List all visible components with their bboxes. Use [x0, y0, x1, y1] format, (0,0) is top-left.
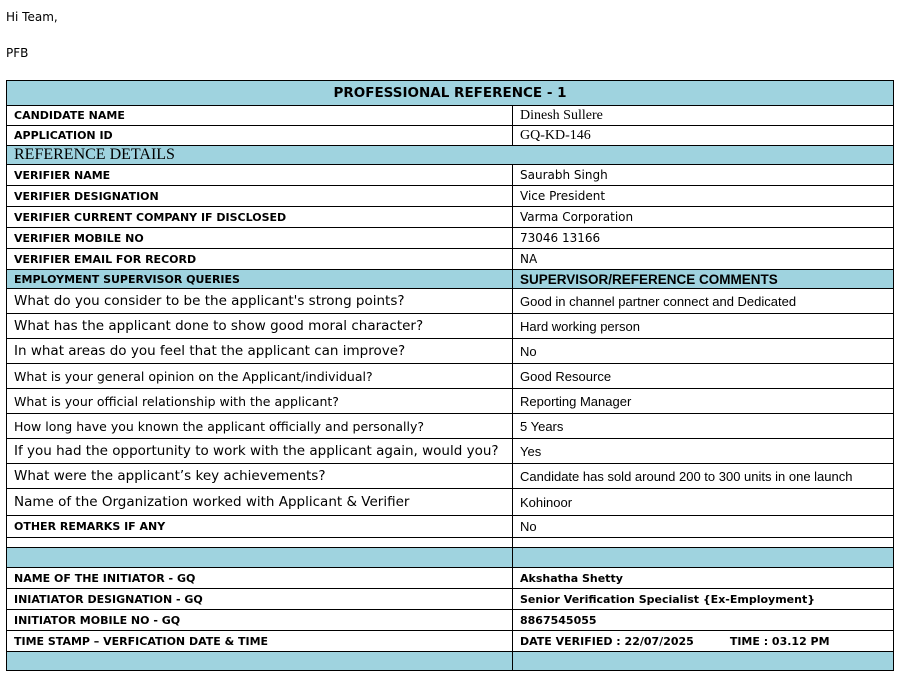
application-id-label: APPLICATION ID — [7, 126, 513, 146]
initiator-designation-label: INIATIATOR DESIGNATION - GQ — [7, 589, 513, 610]
date-verified: DATE VERIFIED : 22/07/2025 — [520, 634, 694, 648]
verifier-name-value: Saurabh Singh — [513, 165, 894, 186]
query-answer: Yes — [513, 439, 894, 464]
professional-reference-table — [6, 80, 894, 671]
query-question: Name of the Organization worked with Applicant & Verifier — [7, 489, 513, 516]
timestamp-label: TIME STAMP – VERFICATION DATE & TIME — [7, 631, 513, 652]
query-question: What do you consider to be the applicant's strong points? — [7, 289, 513, 314]
table-title: PROFESSIONAL REFERENCE - 1 — [7, 81, 894, 106]
query-question: How long have you known the applicant officially and personally? — [7, 414, 513, 439]
query-answer: No — [513, 339, 894, 364]
blank-blue-cell — [513, 548, 894, 568]
query-answer: Good Resource — [513, 364, 894, 389]
application-id-value: GQ-KD-146 — [513, 126, 894, 146]
query-question: What is your general opinion on the Applicant/individual? — [7, 364, 513, 389]
verifier-designation-value: Vice President — [513, 186, 894, 207]
query-question: If you had the opportunity to work with the applicant again, would you? — [7, 439, 513, 464]
other-remarks-label: OTHER REMARKS IF ANY — [7, 516, 513, 538]
query-answer: Kohinoor — [513, 489, 894, 516]
verifier-designation-label: VERIFIER DESIGNATION — [7, 186, 513, 207]
query-answer: Candidate has sold around 200 to 300 units in one launch — [513, 464, 894, 489]
verifier-company-label: VERIFIER CURRENT COMPANY IF DISCLOSED — [7, 207, 513, 228]
query-answer: Good in channel partner connect and Dedicated — [513, 289, 894, 314]
verifier-email-value: NA — [513, 249, 894, 270]
verifier-mobile-value: 73046 13166 — [513, 228, 894, 249]
initiator-mobile-value: 8867545055 — [513, 610, 894, 631]
query-question: What has the applicant done to show good moral character? — [7, 314, 513, 339]
candidate-name-label: CANDIDATE NAME — [7, 106, 513, 126]
reference-details-header: REFERENCE DETAILS — [7, 146, 894, 165]
verifier-email-label: VERIFIER EMAIL FOR RECORD — [7, 249, 513, 270]
initiator-designation-value: Senior Verification Specialist {Ex-Employment} — [513, 589, 894, 610]
spacer-cell — [513, 538, 894, 548]
query-answer: Hard working person — [513, 314, 894, 339]
comments-header: SUPERVISOR/REFERENCE COMMENTS — [513, 270, 894, 289]
greeting-text: Hi Team, — [6, 10, 58, 24]
timestamp-value — [513, 631, 894, 652]
queries-header: EMPLOYMENT SUPERVISOR QUERIES — [7, 270, 513, 289]
query-answer: 5 Years — [513, 414, 894, 439]
initiator-name-label: NAME OF THE INITIATOR - GQ — [7, 568, 513, 589]
other-remarks-value: No — [513, 516, 894, 538]
initiator-mobile-label: INITIATOR MOBILE NO - GQ — [7, 610, 513, 631]
verifier-company-value: Varma Corporation — [513, 207, 894, 228]
verifier-name-label: VERIFIER NAME — [7, 165, 513, 186]
candidate-name-value: Dinesh Sullere — [513, 106, 894, 126]
spacer-cell — [7, 538, 513, 548]
time-verified: TIME : 03.12 PM — [729, 634, 830, 648]
blank-blue-cell — [7, 652, 513, 671]
blank-blue-cell — [7, 548, 513, 568]
verifier-mobile-label: VERIFIER MOBILE NO — [7, 228, 513, 249]
initiator-name-value: Akshatha Shetty — [513, 568, 894, 589]
query-question: What were the applicant’s key achievements? — [7, 464, 513, 489]
query-answer: Reporting Manager — [513, 389, 894, 414]
query-question: In what areas do you feel that the applicant can improve? — [7, 339, 513, 364]
blank-blue-cell — [513, 652, 894, 671]
query-question: What is your official relationship with the applicant? — [7, 389, 513, 414]
intro-text: PFB — [6, 46, 29, 60]
